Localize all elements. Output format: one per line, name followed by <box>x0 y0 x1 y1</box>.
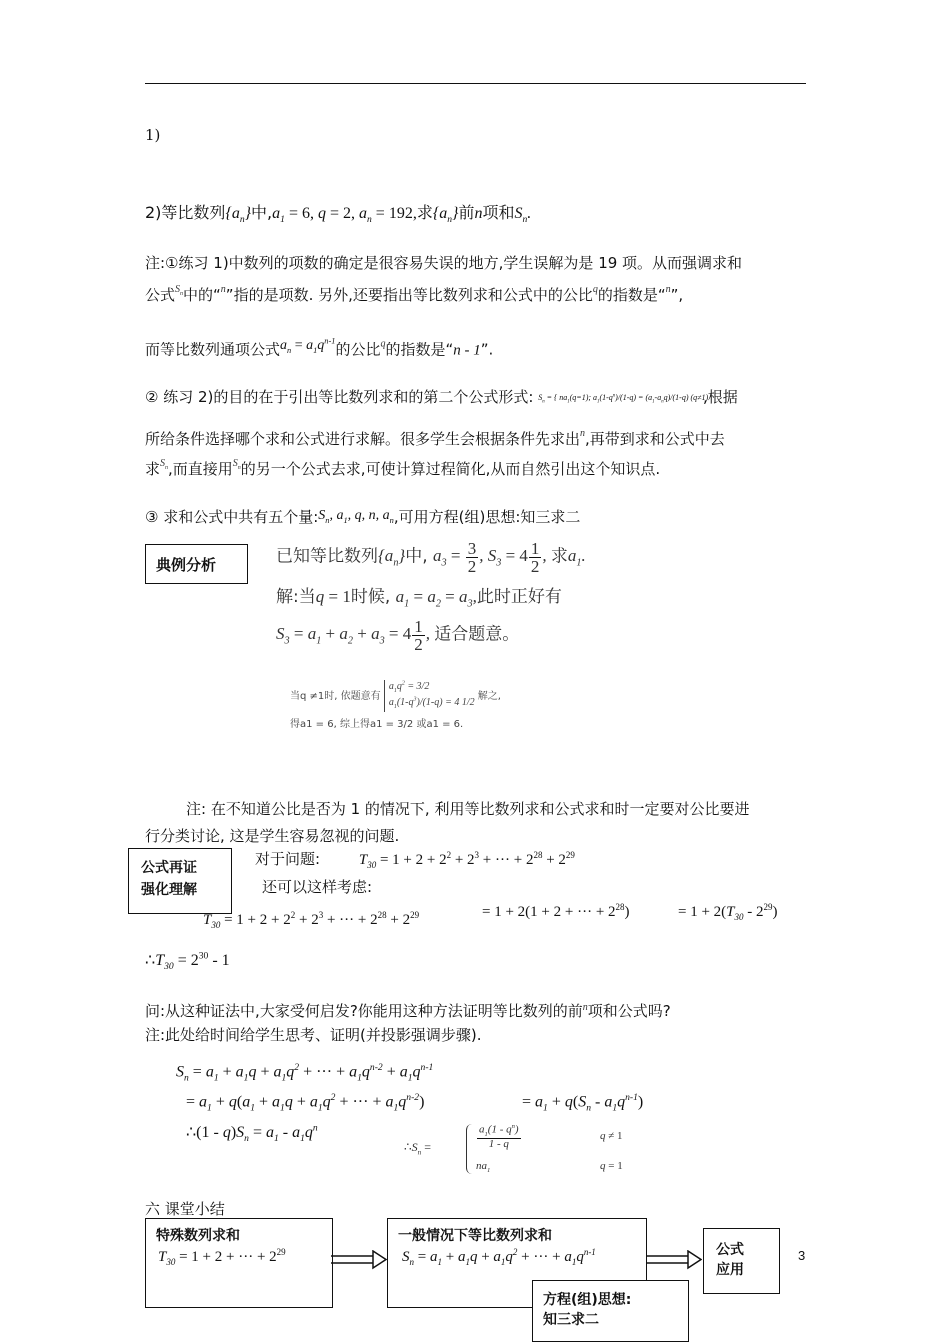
derivation-brace <box>466 1124 473 1174</box>
summary-box-special <box>145 1218 333 1308</box>
note2-line1: ② 练习 2)的目的在于引出等比数列求和的第二个公式形式: $S_n$ = { $na_1(q=1)$; $a_1(1-q^n)/(1-q) = (a_1-a_nq)/(1-q)$ (q≠1) ,根据 <box>145 388 738 406</box>
proof-intro2: 还可以这样考虑: <box>262 878 373 896</box>
derivation-case1-cond: q ≠ 1 <box>600 1130 623 1142</box>
note2-line3: 求$^{S_n}$,而直接用$^{S_n}$的另一个公式去求,可使计算过程简化,从而自然引出这个知识点. <box>145 458 661 478</box>
proof-box-line1: 公式再证 <box>141 860 197 876</box>
arrow-1 <box>331 1250 387 1270</box>
summary-box-general-title: 一般情况下等比数列求和 <box>398 1228 552 1244</box>
derivation-line2: = $a_1 + q(a_1 + a_1q + a_1q^2$ + ··· + $a_1q^{n-2}$) <box>186 1092 425 1114</box>
summary-box-method-line2: 知三求二 <box>543 1312 599 1328</box>
header-rule <box>145 83 806 84</box>
example-line1: 已知等比数列$\{a_n\}$中, $a_3$ = $\frac{3}{2}$ , $S_3 = 4$ $\frac{1}{2}$ , 求$a_1$. <box>276 539 586 576</box>
example-small-line1: 当q ≠1时, 依题意有 $a_1q^2 = 3/2$ $a_1(1-q^3)/(1-q) = 4$ 1/2 解之, <box>290 680 501 710</box>
summary-title: 六 课堂小结 <box>145 1200 225 1218</box>
derivation-result: $\therefore S_n$ = <box>404 1140 432 1157</box>
proof-eq1: $T_{30} = 1 + 2 + 2^2 + 2^3$ + ··· + $2^{28} + 2^{29}$ <box>203 910 420 930</box>
summary-box-method-line1: 方程(组)思想: <box>543 1292 632 1308</box>
summary-box-special-formula: $T_{30} = 1 + 2$ + ··· + $2^{29}$ <box>158 1247 286 1267</box>
proof-result: $\therefore T_{30} = 2^{30} - 1$ <box>145 950 230 973</box>
summary-box-special-title: 特殊数列求和 <box>156 1228 240 1244</box>
note1-line3: 而等比数列通项公式$a_n = a_1q^{n-1}$的公比$^q$的指数是“n - 1”. <box>145 336 494 359</box>
derivation-case2-cond: q = 1 <box>600 1160 623 1172</box>
note2-line2: 所给条件选择哪个求和公式进行求解。很多学生会根据条件先求出$^n$,再带到求和公式中去 <box>145 428 725 448</box>
note1-line2: 公式$^{S_n}$中的“$^n$”指的是项数. 另外,还要指出等比数列求和公式中的公比$^q$的指数是“$^n$”, <box>145 284 684 304</box>
summary-box-apply <box>703 1228 780 1294</box>
summary-box-apply-line1: 公式 <box>716 1242 744 1258</box>
proof-box-line2: 强化理解 <box>141 882 197 898</box>
arrow-2 <box>646 1250 702 1270</box>
example-line2: 解:当q = 1时候, $a_1 = a_2 = a_3$,此时正好有 <box>276 587 562 610</box>
item-1: 1) <box>145 126 161 144</box>
derivation-line3: ∴(1 - $q)S_n = a_1 - a_1q^n$ <box>186 1122 318 1145</box>
example-line3: $S_3 = a_1 + a_2 + a_3 = 4$ $\frac{1}{2}$ , 适合题意。 <box>276 617 520 654</box>
proof-eq3: = $1 + 2(T_{30} - 2^{29})$ <box>678 902 778 922</box>
summary-box-apply-line2: 应用 <box>716 1262 744 1278</box>
example-box <box>145 544 248 584</box>
exercise-2: 2)等比数列$\{a_n\}$中$,a_1 = 6$, q = 2, $a_n = 192$,求$\{a_n\}$前n项和$S_n$. <box>145 203 532 226</box>
derivation-case2: $na_1$ <box>476 1160 491 1175</box>
proof-eq2: = 1 + 2(1 + 2 + ··· + $2^{28}$) <box>482 902 630 920</box>
note3: ③ 求和公式中共有五个量$:S_n$, $a_1$, q, n, $a_n$,可用方程(组)思想:知三求二 <box>145 508 581 526</box>
note4-line2: 行分类讨论, 这是学生容易忽视的问题. <box>145 827 400 845</box>
proof-intro: 对于问题: $T_{30} = 1 + 2 + 2^2 + 2^3$ + ··· + $2^{28} + 2^{29}$ <box>255 850 575 870</box>
note4-line1: 注: 在不知道公比是否为 1 的情况下, 利用等比数列求和公式求和时一定要对公比要进 <box>186 800 750 818</box>
question-line1: 问:从这种证法中,大家受何启发?你能用这种方法证明等比数列的前$^n$项和公式吗? <box>145 1002 671 1020</box>
summary-box-general-formula: $S_n = a_1 + a_1q + a_1q^2$ + ··· + $a_1q^{n-1}$ <box>402 1247 596 1267</box>
summary-box-method <box>532 1280 689 1342</box>
example-box-label: 典例分析 <box>156 556 217 574</box>
derivation-case1: $\frac{a_1(1 - q^n)}{1 - q}$ <box>479 1123 519 1151</box>
proof-box <box>128 848 232 914</box>
derivation-line2b: = $a_1 + q(S_n - a_1q^{n-1})$ <box>522 1092 644 1114</box>
page-number: 3 <box>798 1248 806 1263</box>
question-line2: 注:此处给时间给学生思考、证明(并投影强调步骤). <box>145 1026 482 1044</box>
note1-line1: 注:①练习 1)中数列的项数的确定是很容易失误的地方,学生误解为是 19 项。从而强调求和 <box>145 254 743 272</box>
derivation-line1: $S_n = a_1 + a_1q + a_1q^2$ + ··· + $a_1q^{n-2} + a_1q^{n-1}$ <box>176 1062 434 1084</box>
example-small-line2: 得a1 = 6, 综上得a1 = 3/2 或a1 = 6. <box>290 719 464 730</box>
